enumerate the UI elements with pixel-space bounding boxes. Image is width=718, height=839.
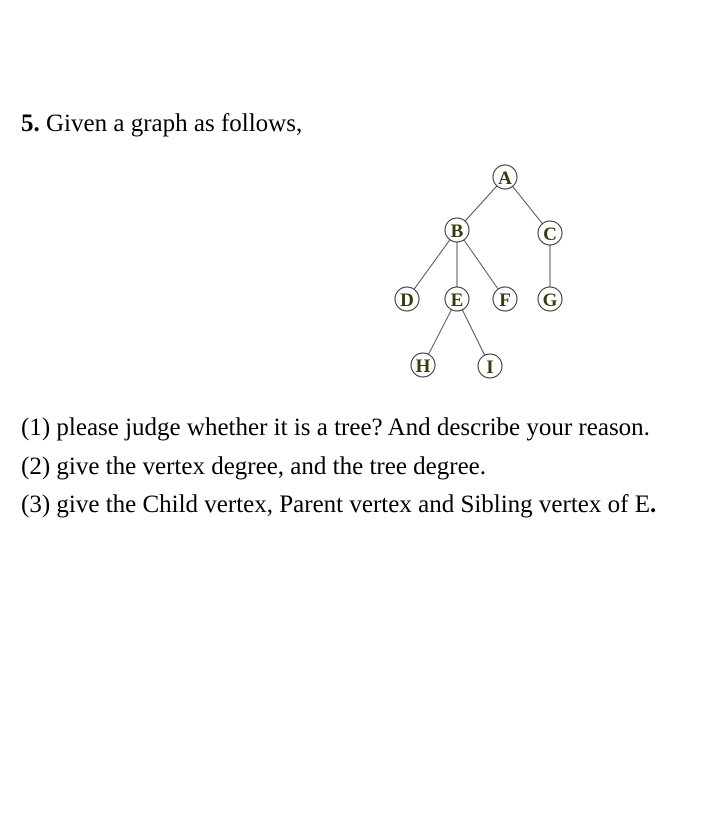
question-number: 5.: [21, 110, 40, 137]
node-d: [395, 287, 419, 311]
node-e-label: E: [450, 290, 464, 311]
node-a: [493, 165, 517, 189]
node-g: [538, 287, 562, 311]
node-f: [493, 287, 517, 311]
tree-graph: [380, 155, 580, 385]
graph-edges: [414, 186, 550, 355]
edge-b-f: [464, 240, 498, 289]
node-f-label: F: [499, 290, 511, 311]
node-h: [411, 353, 435, 377]
node-g-label: G: [542, 290, 558, 311]
edge-e-h: [428, 310, 451, 355]
edge-a-c: [513, 186, 543, 223]
edge-e-i: [462, 310, 484, 355]
sub-question-list: [21, 409, 656, 525]
node-i: [478, 354, 502, 378]
node-a-label: A: [498, 168, 512, 189]
tree-graph-figure: [380, 155, 580, 385]
node-c-label: C: [543, 224, 557, 245]
question-title: [21, 108, 302, 140]
sub-question-1-text: (1) please judge whether it is a tree? And describe your reason.: [21, 414, 650, 441]
node-b-label: B: [450, 221, 464, 242]
sub-question-3: [21, 486, 656, 525]
question-intro: Given a graph as follows,: [46, 110, 303, 137]
node-h-label: H: [415, 356, 431, 377]
edge-a-b: [465, 186, 497, 221]
node-e: [445, 287, 469, 311]
node-d-label: D: [400, 290, 414, 311]
sub-question-3-period: .: [650, 491, 657, 518]
node-i-label: I: [486, 357, 494, 378]
node-b: [445, 218, 469, 242]
sub-question-2: [21, 448, 656, 487]
sub-question-2-text: (2) give the vertex degree, and the tree degree.: [21, 452, 487, 480]
edge-b-d: [414, 240, 450, 290]
graph-nodes: [395, 165, 562, 378]
sub-question-1: [21, 409, 656, 448]
node-c: [538, 221, 562, 245]
sub-question-3-text: (3) give the Child vertex, Parent vertex and Sibling vertex of E: [21, 491, 650, 518]
